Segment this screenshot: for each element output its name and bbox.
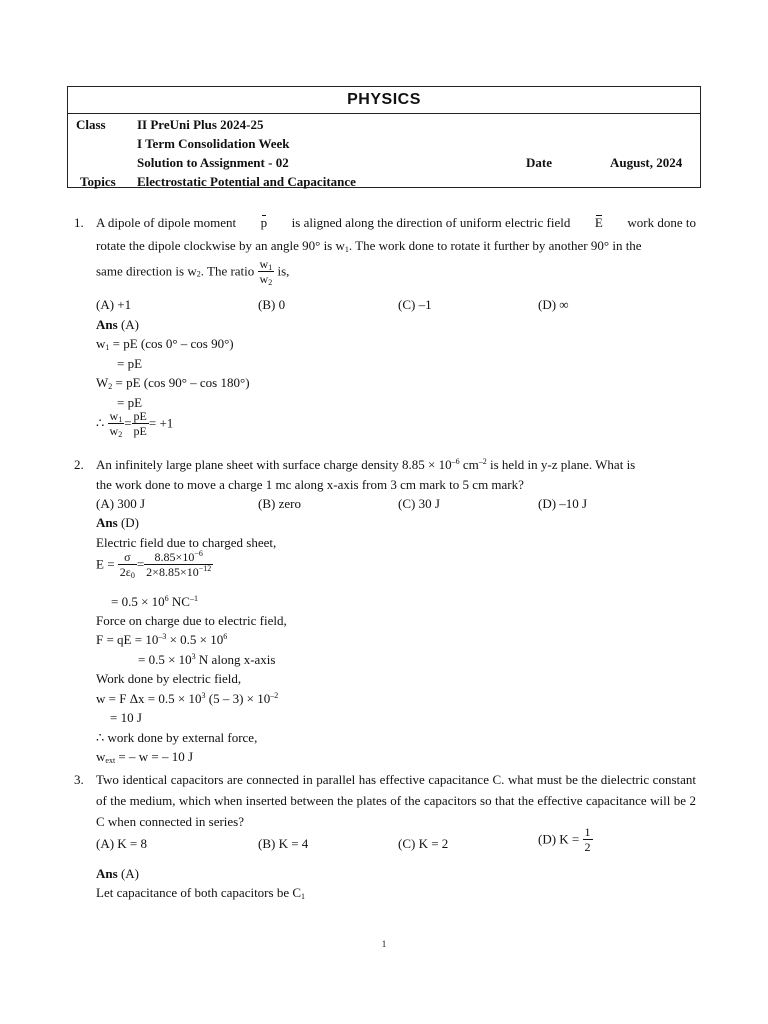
answer: Ans (A)	[96, 317, 139, 332]
week-value: I Term Consolidation Week	[137, 136, 290, 151]
question-1-line-3: same direction is $w_2$. The ratio $\frac{w_1}{w_2}$ is,	[96, 257, 290, 287]
question-number: 1.	[74, 215, 84, 230]
solution-step: $w_1$ = pE (cos 0° – cos 90°)	[96, 336, 234, 352]
class-label: Class	[76, 117, 106, 132]
option-b: (B) 0	[258, 297, 286, 312]
option-d: (D) K = $\frac{1}{2}$	[538, 825, 591, 854]
subject-title: PHYSICS	[68, 87, 700, 114]
solution-step: $w_{ext}$ = – w = – 10 J	[96, 749, 194, 765]
date-value: August, 2024	[610, 155, 683, 170]
ratio-fraction: $\frac{w_1}{w_2}$	[259, 257, 273, 287]
question-number: 3.	[74, 772, 84, 787]
solution-step: Let capacitance of both capacitors be $C_1$	[96, 885, 306, 901]
assignment-value: Solution to Assignment - 02	[137, 155, 289, 170]
question-2-line-2: the work done to move a charge 1 mc along x-axis from 3 cm mark to 5 cm mark?	[96, 477, 524, 492]
header-row-week	[68, 136, 700, 154]
solution-step: Force on charge due to electric field,	[96, 613, 287, 628]
question-number: 2.	[74, 457, 84, 472]
option-d: (D) –10 J	[538, 496, 588, 511]
solution-ratio: ∴ $\frac{w_1}{w_2}$ = $\frac{pE}{pE}$ = +1	[96, 409, 174, 439]
question-3-text: Two identical capacitors are connected in parallel has effective capacitance C. what must be the dielectric constant of the medium, which when inserted between the plates of the capacitors so that the effective capacitance will be 2 C when connected in series?	[96, 772, 696, 829]
topics-value: Electrostatic Potential and Capacitance	[137, 174, 356, 189]
option-d: (D) ∞	[538, 297, 569, 312]
solution-step: = pE	[117, 356, 143, 371]
question-1-line-1: A dipole of dipole moment p is aligned along the direction of uniform electric field E work done to	[96, 215, 696, 230]
class-value: II PreUni Plus 2024-25	[137, 117, 264, 132]
date-label: Date	[526, 155, 552, 170]
question-2-line-1: An infinitely large plane sheet with surface charge density $8.85 \times 10^{-6}$ $cm^{-2}$ is held in y-z plane. What is	[96, 457, 636, 472]
option-a: (A) K = 8	[96, 836, 148, 851]
header-row-class	[68, 117, 700, 135]
solution-step: $W_2$ = pE (cos 90° – cos 180°)	[96, 375, 250, 391]
option-b: (B) K = 4	[258, 836, 309, 851]
header-row-topics	[68, 174, 700, 192]
option-c: (C) 30 J	[398, 496, 440, 511]
question-1-line-2: rotate the dipole clockwise by an angle 90° is $w_1$. The work done to rotate it further by another 90° in the	[96, 238, 642, 254]
solution-step: = pE	[117, 395, 143, 410]
solution-step: ∴ work done by external force,	[96, 730, 258, 745]
solution-step: = $0.5 \times 10^6$ $NC^{-1}$	[111, 594, 198, 609]
solution-field-formula: E = $\frac{\sigma}{2\varepsilon_0}$ = $\frac{8.85\times 10^{-6}}{2\times 8.85\times 10^{-12}}$	[96, 549, 212, 580]
option-b: (B) zero	[258, 496, 301, 511]
solution-step: = $0.5 \times 10^3$ N along x-axis	[138, 652, 276, 667]
option-c: (C) K = 2	[398, 836, 449, 851]
solution-step: w = F $\Delta x = 0.5 \times 10^3$ $(5 - 3) \times 10^{-2}$	[96, 691, 279, 706]
topics-label: Topics	[80, 174, 116, 189]
option-a: (A) 300 J	[96, 496, 146, 511]
solution-step: F = qE = $10^{-3} \times 0.5 \times 10^6$	[96, 632, 228, 647]
vector-e: E	[594, 215, 603, 230]
solution-step: Electric field due to charged sheet,	[96, 535, 277, 550]
page-number: 1	[381, 939, 387, 949]
answer: Ans (A)	[96, 866, 139, 881]
header-row-assignment	[68, 155, 700, 173]
option-a: (A) +1	[96, 297, 132, 312]
header-box	[67, 86, 701, 188]
vector-p: p	[260, 215, 268, 230]
answer: Ans (D)	[96, 515, 139, 530]
solution-step: = 10 J	[110, 710, 142, 725]
solution-step: Work done by electric field,	[96, 671, 242, 686]
option-c: (C) –1	[398, 297, 432, 312]
